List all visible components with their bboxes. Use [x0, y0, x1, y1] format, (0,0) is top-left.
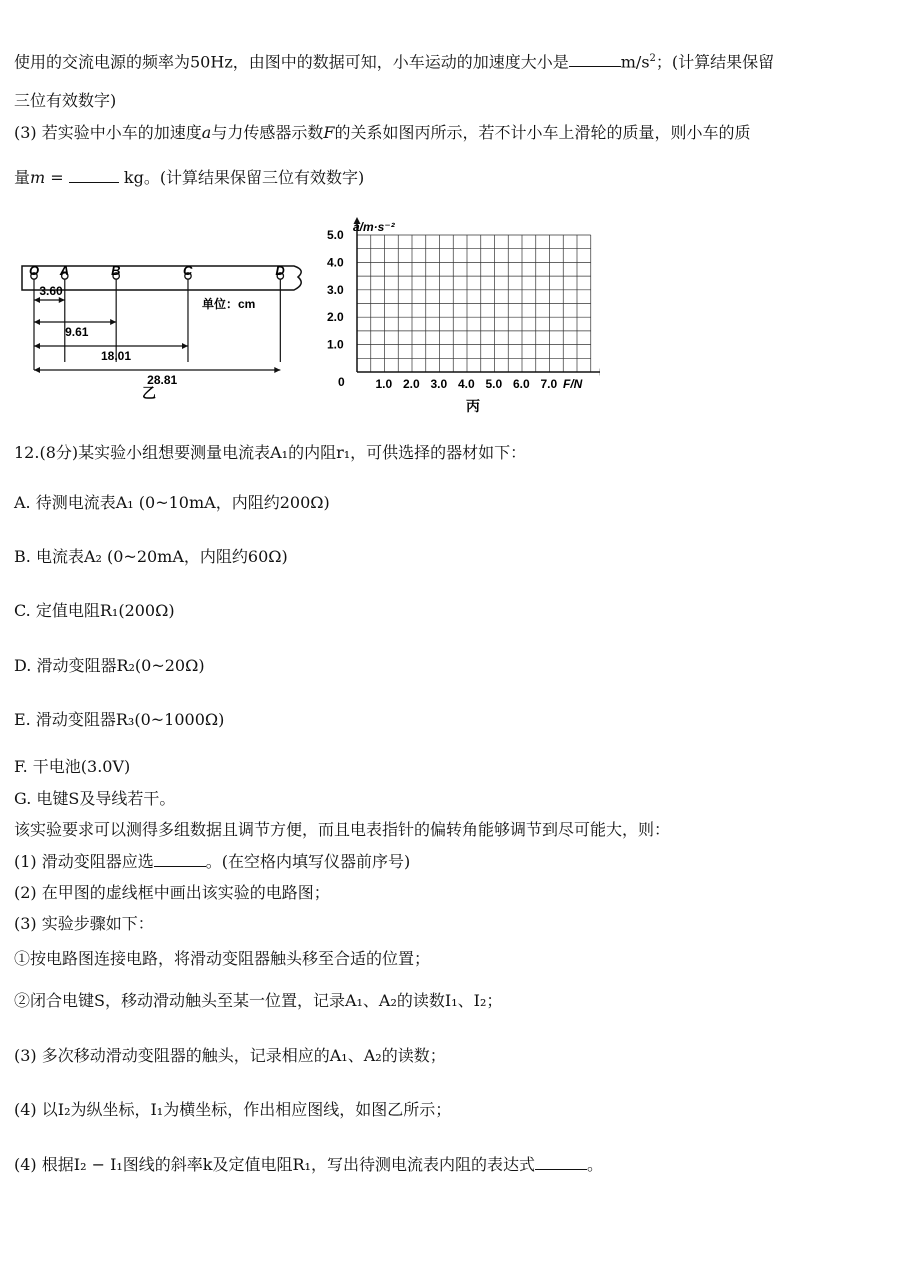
q11-line1-suffix: ；(计算结果保留	[655, 52, 775, 72]
arrowhead-right	[274, 367, 280, 373]
tape-points	[29, 263, 285, 370]
tape-point-label: O	[29, 263, 40, 278]
x-axis-label: F/N	[563, 377, 583, 391]
q12-step4: (4) 以I₂为纵坐标，I₁为横坐标，作出相应图线，如图乙所示；	[14, 1100, 452, 1119]
chart-grid	[357, 235, 591, 372]
q12-step1: ①按电路图连接电路，将滑动变阻器触头移至合适的位置；	[14, 949, 431, 968]
rheostat-answer-blank[interactable]	[154, 850, 206, 867]
tape-point-label: A	[59, 263, 70, 278]
measurement-label: 9.61	[65, 325, 89, 339]
x-tick-label: 7.0	[540, 377, 558, 391]
option-c-letter: C.	[14, 601, 31, 620]
measurement-label: 28.81	[147, 373, 178, 387]
q11-p3-mid: 与力传感器示数	[211, 123, 324, 142]
x-tick-label: 3.0	[430, 377, 448, 391]
resistance-expression-blank[interactable]	[535, 1153, 587, 1170]
mass-answer-blank[interactable]	[69, 166, 119, 183]
tape-unit-label: 单位：cm	[202, 297, 256, 311]
option-d-letter: D.	[14, 656, 32, 675]
option-g-letter: G.	[14, 789, 32, 808]
chart-tick-labels	[327, 228, 558, 391]
y-tick-label: 2.0	[327, 310, 344, 325]
q11-p3-suffix: 的关系如图丙所示，若不计小车上滑轮的质量，则小车的质	[334, 123, 751, 142]
var-a: a	[201, 123, 212, 142]
tape-point-label: D	[275, 263, 285, 278]
q11-p3-line2-prefix: 量	[14, 168, 31, 187]
q12-step5	[14, 1153, 603, 1176]
option-g	[14, 788, 175, 810]
y-tick-label: 4.0	[327, 255, 344, 270]
q11-line1-prefix: 使用的交流电源的频率为50Hz，由图中的数据可知，小车运动的加速度大小是	[14, 52, 569, 72]
tape-point-label: C	[182, 263, 193, 278]
q12-sub1-suffix: 。(在空格内填写仪器前序号)	[205, 852, 411, 871]
q12-step3: (3) 多次移动滑动变阻器的触头，记录相应的A₁、A₂的读数；	[14, 1046, 446, 1065]
q11-unit-exponent: 2	[649, 53, 656, 64]
y-axis-label: a/m·s⁻²	[353, 220, 395, 234]
q12-sub1	[14, 850, 410, 873]
option-d	[14, 655, 205, 677]
measurement-label: 18.01	[100, 349, 132, 363]
q11-p3-prefix: (3) 若实验中小车的加速度	[14, 123, 202, 142]
option-e-letter: E.	[14, 710, 31, 729]
figure-bing-caption: 丙	[466, 398, 480, 414]
option-c-text: 定值电阻R₁(200Ω)	[35, 601, 175, 620]
x-tick-label: 2.0	[403, 377, 420, 391]
tape-point-label: B	[111, 263, 121, 278]
measurement-label: 3.60	[39, 284, 63, 298]
y-tick-label: 3.0	[327, 282, 344, 297]
x-tick-label: 4.0	[458, 377, 475, 391]
q11-part3-line1	[14, 122, 750, 144]
option-f-text: 干电池(3.0V)	[32, 757, 131, 776]
option-a-letter: A.	[14, 493, 31, 512]
x-tick-label: 6.0	[513, 377, 530, 391]
q12-sub3: (3) 实验步骤如下：	[14, 914, 154, 933]
q11-part3-line2	[14, 166, 364, 189]
q12-sub2: (2) 在甲图的虚线框中画出该实验的电路图；	[14, 883, 330, 902]
acceleration-answer-blank[interactable]	[569, 50, 621, 67]
arrowhead-right	[182, 343, 188, 349]
y-tick-label: 5.0	[327, 228, 344, 242]
x-tick-label: 1.0	[375, 377, 393, 391]
option-b-text: 电流表A₂ (0~20mA，内阻约60Ω)	[35, 547, 288, 566]
q12-sub1-prefix: (1) 滑动变阻器应选	[14, 852, 154, 871]
option-a	[14, 492, 330, 514]
ticker-tape-figure	[14, 250, 314, 400]
option-a-text: 待测电流表A₁ (0~10mA，内阻约200Ω)	[35, 493, 330, 512]
option-f-letter: F.	[14, 757, 28, 776]
option-f	[14, 756, 130, 778]
arrowhead-right	[110, 319, 116, 325]
acceleration-force-chart	[318, 212, 600, 416]
q12-step2: ②闭合电键S，移动滑动触头至某一位置，记录A₁、A₂的读数I₁、I₂；	[14, 991, 503, 1010]
arrowhead-left	[34, 319, 40, 325]
var-F: F	[323, 123, 335, 142]
origin-label: 0	[338, 375, 345, 389]
equals-sign: =	[50, 168, 64, 187]
q11-p3-line2-suffix: 。(计算结果保留三位有效数字)	[143, 168, 365, 187]
q12-step5-prefix: (4) 根据I₂ − I₁图线的斜率k及定值电阻R₁，写出待测电流表内阻的表达式	[14, 1155, 535, 1174]
option-e	[14, 709, 224, 731]
var-m: m	[30, 168, 46, 187]
y-tick-label: 1.0	[327, 337, 344, 352]
option-e-text: 滑动变阻器R₃(0~1000Ω)	[35, 710, 225, 729]
arrowhead-left	[34, 367, 40, 373]
option-g-text: 电键S及导线若干。	[36, 789, 176, 808]
option-b-letter: B.	[14, 547, 31, 566]
mass-unit: kg	[123, 168, 144, 187]
q11-line1	[14, 48, 774, 73]
q11-line2: 三位有效数字)	[14, 91, 117, 110]
q11-line1-unit: m/s	[620, 52, 650, 72]
q12-intro: 12.(8分)某实验小组想要测量电流表A₁的内阻r₁，可供选择的器材如下：	[14, 443, 527, 462]
option-b	[14, 546, 288, 568]
q12-requirement: 该实验要求可以测得多组数据且调节方便，而且电表指针的偏转角能够调节到尽可能大，则：	[14, 820, 671, 839]
arrowhead-left	[34, 343, 40, 349]
q12-step5-suffix: 。	[586, 1155, 603, 1174]
x-tick-label: 5.0	[485, 377, 503, 391]
figure-yi-caption: 乙	[142, 385, 156, 400]
option-c	[14, 600, 175, 622]
option-d-text: 滑动变阻器R₂(0~20Ω)	[36, 656, 205, 675]
